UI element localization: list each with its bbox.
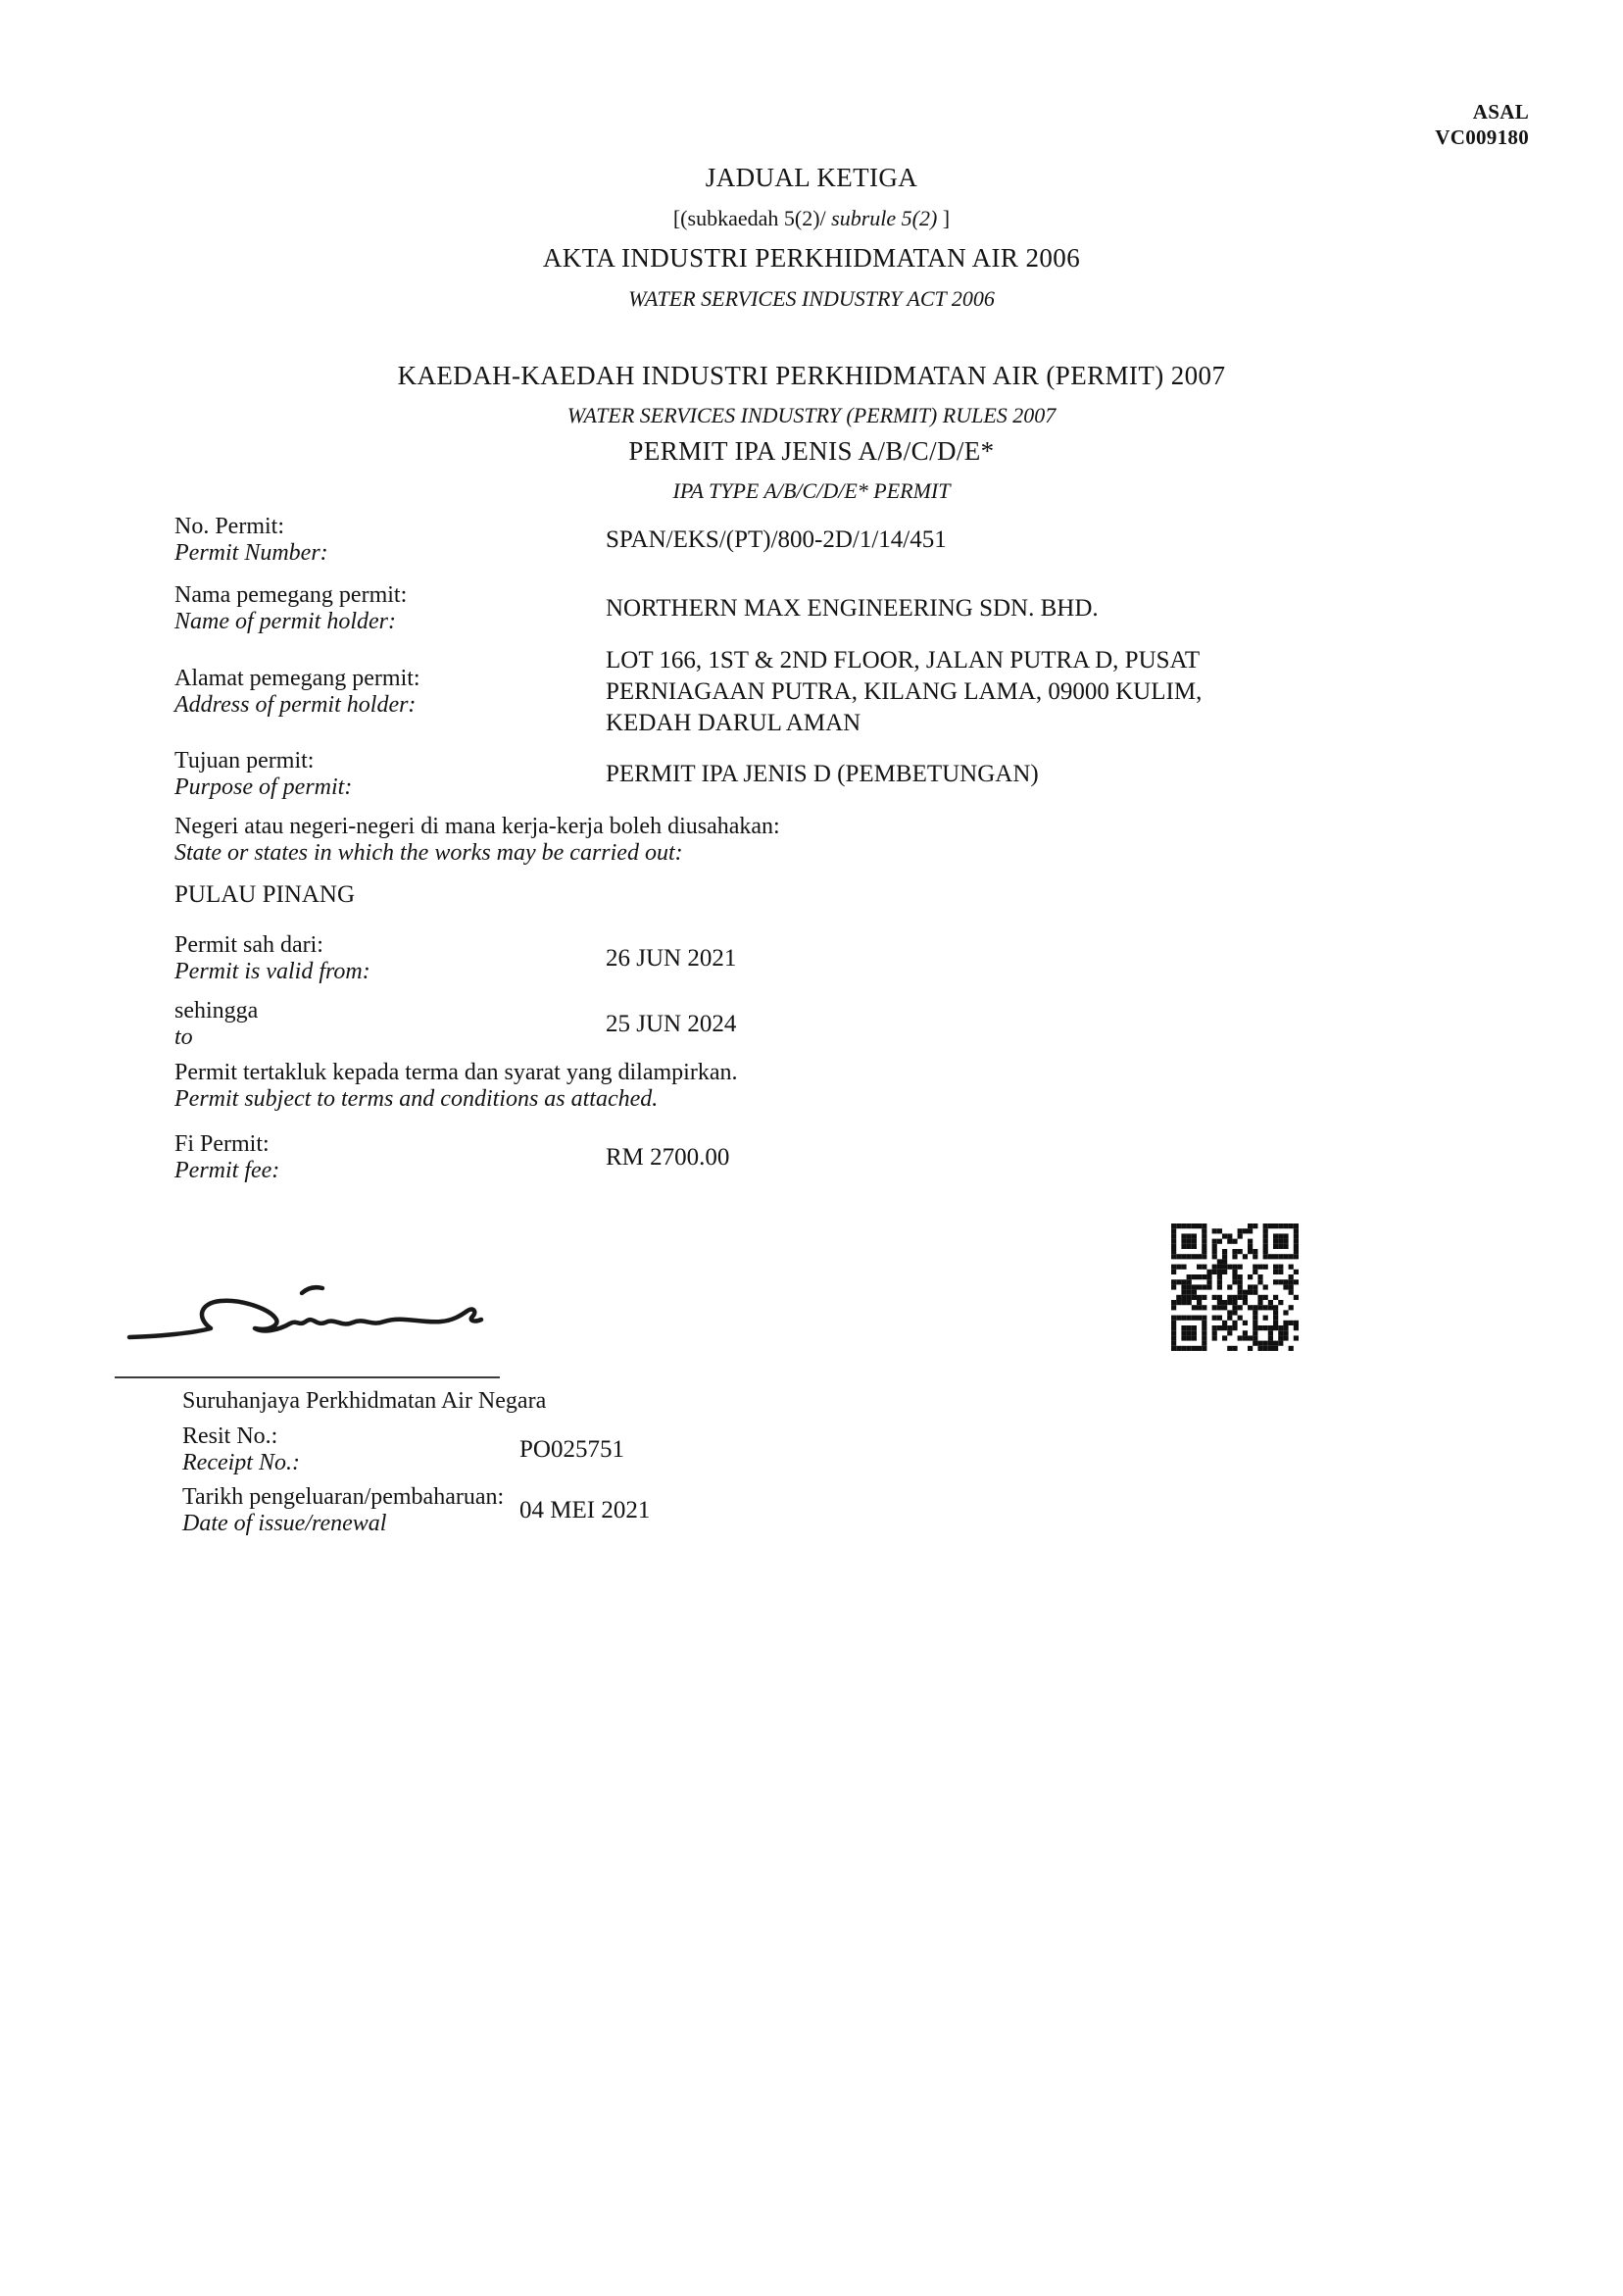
field-holder-address	[174, 639, 1460, 745]
subrule-suffix: ]	[937, 206, 951, 230]
permit-type-title-en: IPA TYPE A/B/C/D/E* PERMIT	[672, 478, 951, 503]
label-en: Permit fee:	[174, 1158, 280, 1183]
field-issue-date	[182, 1481, 1064, 1540]
label-ms: Fi Permit:	[174, 1131, 270, 1157]
label-ms: Permit sah dari:	[174, 932, 323, 958]
signature	[106, 1267, 498, 1365]
valid-from-value: 26 JUN 2021	[606, 945, 737, 972]
purpose-value: PERMIT IPA JENIS D (PEMBETUNGAN)	[606, 761, 1039, 787]
receipt-number-value: PO025751	[519, 1436, 624, 1463]
field-permit-fee	[174, 1128, 1460, 1187]
field-valid-to	[174, 995, 1460, 1054]
label-en: Name of permit holder:	[174, 609, 396, 634]
subrule-italic: subrule 5(2)	[825, 206, 938, 230]
signature-line	[115, 1376, 500, 1378]
schedule-title: JADUAL KETIGA	[705, 163, 918, 192]
serial-number: VC009180	[1435, 125, 1529, 149]
rules-title-ms: KAEDAH-KAEDAH INDUSTRI PERKHIDMATAN AIR (PERMIT) 2007	[397, 361, 1226, 390]
issue-date-value: 04 MEI 2021	[519, 1497, 651, 1523]
label-en: to	[174, 1024, 193, 1050]
rules-title-en: WATER SERVICES INDUSTRY (PERMIT) RULES 2007	[566, 403, 1057, 427]
permit-type-title-ms: PERMIT IPA JENIS A/B/C/D/E*	[628, 436, 995, 466]
works-states-label	[174, 814, 1507, 867]
holder-address-value: LOT 166, 1ST & 2ND FLOOR, JALAN PUTRA D, PUSAT PERNIAGAAN PUTRA, KILANG LAMA, 09000 KULIM, KEDAH DARUL AMAN	[606, 647, 1203, 736]
permit-number-value: SPAN/EKS/(PT)/800-2D/1/14/451	[606, 526, 947, 553]
field-label	[174, 1131, 606, 1184]
field-purpose	[174, 745, 1460, 804]
label-en: Permit is valid from:	[174, 959, 370, 984]
copy-type-label: ASAL	[1472, 100, 1529, 124]
works-states-value: PULAU PINANG	[174, 881, 356, 908]
field-label	[174, 514, 606, 567]
label-en: Address of permit holder:	[174, 692, 417, 718]
label-en: Receipt No.:	[182, 1450, 300, 1475]
valid-to-value: 25 JUN 2024	[606, 1011, 737, 1037]
act-title-ms: AKTA INDUSTRI PERKHIDMATAN AIR 2006	[542, 243, 1081, 273]
subrule-reference	[0, 206, 1623, 231]
field-label	[182, 1484, 519, 1537]
field-label	[174, 666, 606, 719]
document-copy-block	[1435, 99, 1529, 150]
label-en: Purpose of permit:	[174, 774, 353, 800]
holder-name-value: NORTHERN MAX ENGINEERING SDN. BHD.	[606, 595, 1099, 622]
label-en: Permit Number:	[174, 540, 328, 566]
label-ms: Resit No.:	[182, 1423, 278, 1449]
field-valid-from	[174, 929, 1460, 988]
field-receipt-number	[182, 1421, 1064, 1479]
label-ms: Tarikh pengeluaran/pembaharuan:	[182, 1484, 505, 1510]
terms-note	[174, 1060, 1507, 1113]
act-title-en: WATER SERVICES INDUSTRY ACT 2006	[628, 286, 995, 311]
issuing-authority: Suruhanjaya Perkhidmatan Air Negara	[182, 1388, 547, 1414]
label-ms: sehingga	[174, 998, 259, 1023]
field-permit-number	[174, 511, 1460, 570]
field-label	[174, 748, 606, 801]
label-en: Date of issue/renewal	[182, 1511, 387, 1536]
subrule-prefix: [(subkaedah 5(2)/	[672, 206, 826, 230]
permit-fee-value: RM 2700.00	[606, 1144, 730, 1171]
label-ms: No. Permit:	[174, 514, 284, 539]
label-ms: Alamat pemegang permit:	[174, 666, 420, 691]
field-label	[182, 1423, 519, 1476]
label-ms: Nama pemegang permit:	[174, 582, 408, 608]
field-label	[174, 932, 606, 985]
label-ms: Tujuan permit:	[174, 748, 315, 774]
qr-code	[1171, 1223, 1299, 1351]
field-label	[174, 998, 606, 1051]
terms-ms: Permit tertakluk kepada terma dan syarat yang dilampirkan.	[174, 1060, 738, 1085]
label-en: State or states in which the works may be carried out:	[174, 840, 683, 866]
field-label	[174, 582, 606, 635]
label-ms: Negeri atau negeri-negeri di mana kerja-kerja boleh diusahakan:	[174, 814, 780, 839]
field-holder-name	[174, 579, 1460, 638]
terms-en: Permit subject to terms and conditions as attached.	[174, 1086, 659, 1112]
